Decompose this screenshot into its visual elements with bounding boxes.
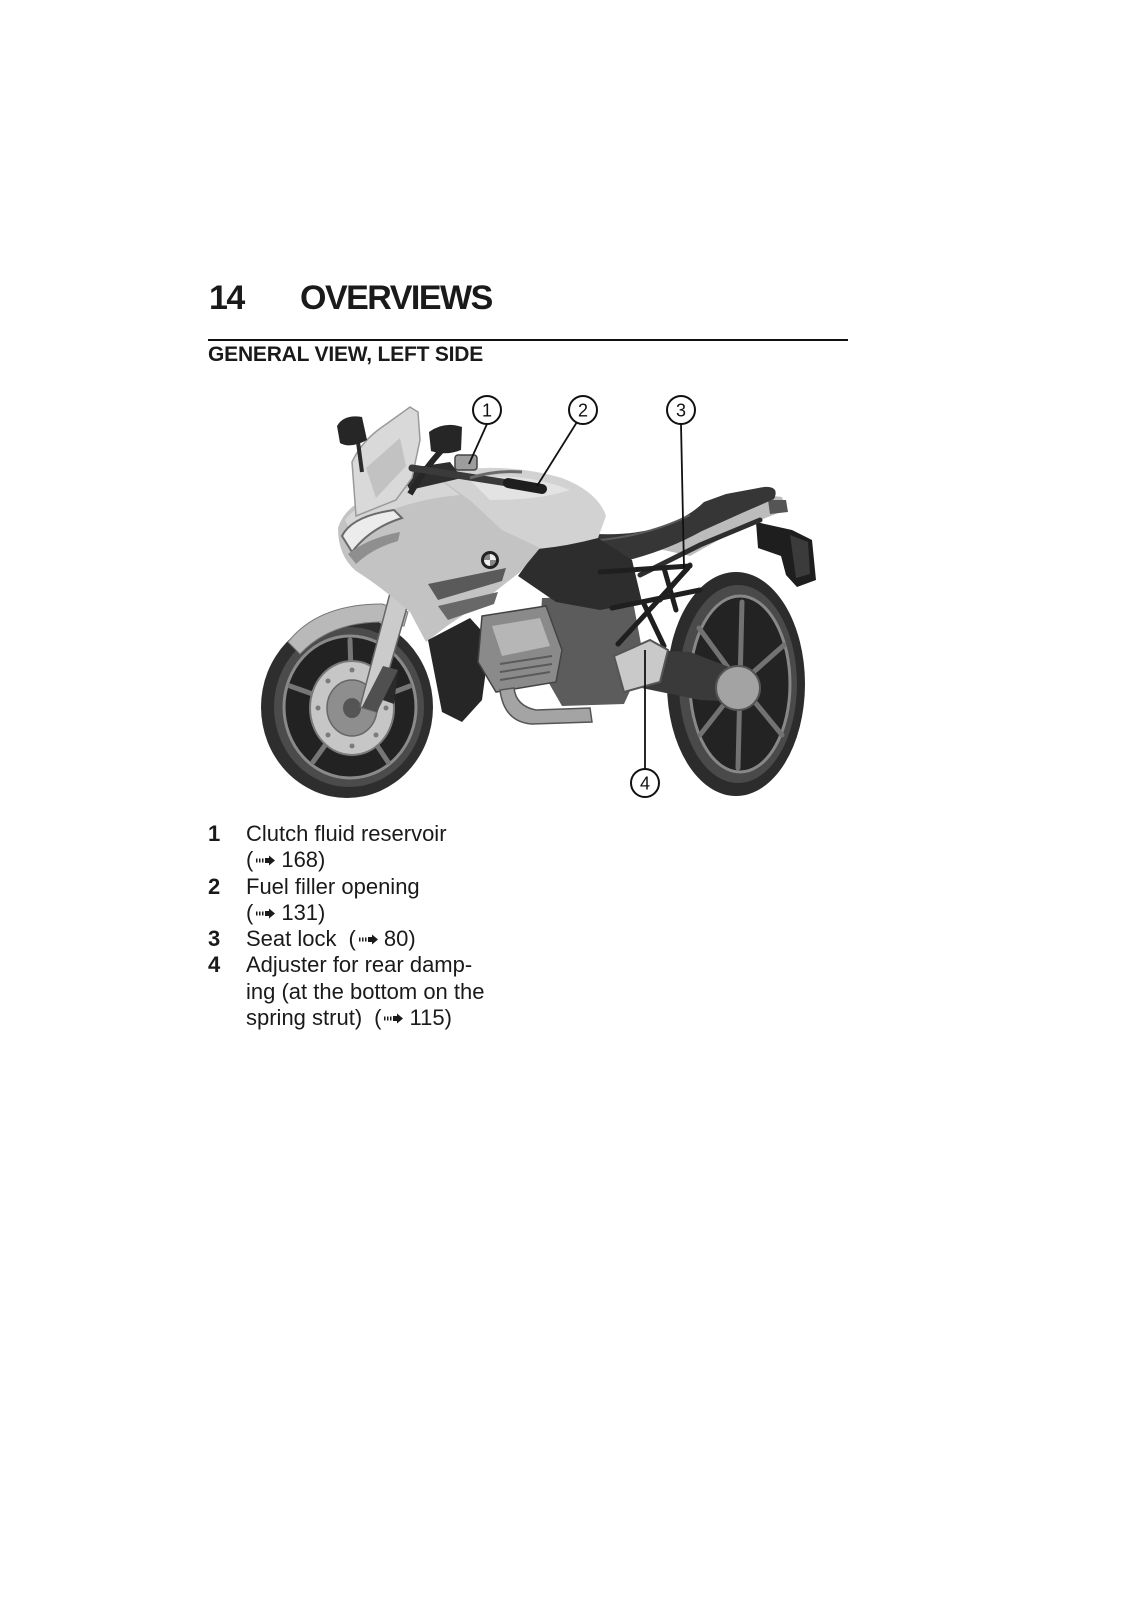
chapter-title: OVERVIEWS (300, 279, 492, 317)
callout-label: 3 (675, 400, 687, 421)
reference-close: ) (444, 1005, 452, 1031)
page-reference-arrow-icon (359, 934, 379, 945)
page-reference-link[interactable] (246, 900, 325, 925)
reference-close: ) (318, 899, 326, 925)
title-divider (208, 339, 848, 341)
clutch-fluid-reservoir (455, 455, 477, 470)
section-title: GENERAL VIEW, LEFT SIDE (208, 343, 484, 366)
legend-number: 2 (208, 873, 221, 899)
legend-description (246, 926, 416, 952)
legend-description (246, 952, 485, 1031)
legend-number: 4 (208, 952, 221, 978)
legend-number: 1 (208, 821, 221, 846)
reference-page: 131 (281, 899, 319, 925)
bmw-logo-icon (481, 551, 499, 569)
page-number: 14 (209, 279, 244, 317)
front-wheel (261, 616, 433, 798)
legend-item-3 (208, 926, 485, 952)
reference-close: ) (318, 847, 326, 873)
legend-text: ing (at the bottom on the (246, 978, 485, 1004)
callout-label: 2 (577, 400, 589, 421)
legend-text: spring strut) (246, 1005, 363, 1031)
callout-1 (473, 396, 501, 424)
legend-item-2 (208, 874, 485, 927)
legend-number: 3 (208, 926, 221, 952)
motorcycle-figure (255, 390, 830, 810)
reference-page: 80 (383, 926, 409, 952)
reference-close: ) (408, 926, 416, 952)
legend-text: Clutch fluid reservoir (246, 821, 447, 846)
tail-light (768, 500, 788, 514)
legend-text: Adjuster for rear damp- (246, 952, 473, 978)
reference-open: ( (246, 847, 254, 873)
page-reference-arrow-icon (384, 1013, 404, 1024)
callout-2 (569, 396, 597, 424)
page-reference-arrow-icon (256, 908, 276, 919)
page-reference-link[interactable] (374, 1005, 452, 1030)
callout-3 (667, 396, 695, 424)
legend-item-1 (208, 821, 485, 874)
legend-description (246, 821, 447, 874)
reference-open: ( (348, 926, 356, 952)
legend-list (208, 821, 485, 1031)
page-reference-arrow-icon (256, 855, 276, 866)
legend-item-4 (208, 952, 485, 1031)
page-reference-link[interactable] (246, 847, 325, 872)
page-reference-link[interactable] (349, 926, 416, 951)
engine-cylinder (478, 606, 562, 692)
reference-open: ( (246, 899, 254, 925)
legend-text: Seat lock (246, 926, 337, 952)
callout-label: 1 (481, 400, 493, 421)
reference-page: 115 (409, 1005, 445, 1031)
callout-4 (631, 769, 659, 797)
callout-label: 4 (639, 773, 651, 794)
reference-page: 168 (281, 847, 319, 873)
license-plate-holder (756, 522, 816, 587)
legend-text: Fuel filler opening (246, 873, 420, 899)
legend-description (246, 874, 420, 927)
reference-open: ( (374, 1005, 382, 1031)
